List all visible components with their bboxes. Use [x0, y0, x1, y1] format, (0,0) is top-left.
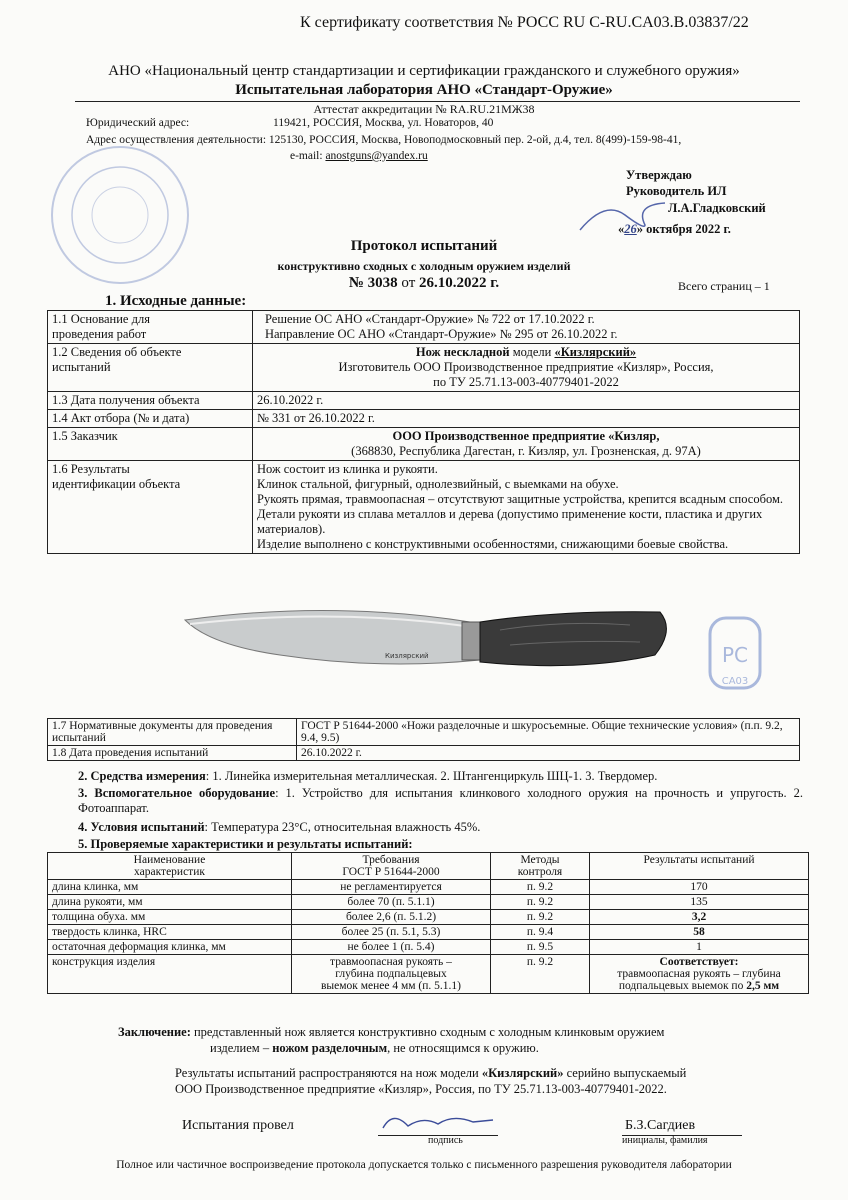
row-key: 1.5 Заказчик — [48, 428, 253, 461]
certificate-reference: К сертификату соответствия № РОСС RU C-RU.CA03.B.03837/22 — [300, 14, 749, 31]
page-count: Всего страниц – 1 — [678, 279, 770, 293]
table-row: твердость клинка, HRC более 25 (п. 5.1, 5.3) п. 9.4 58 — [48, 925, 809, 940]
tester-signature-icon — [378, 1108, 498, 1136]
aux-equipment: 3. Вспомогательное оборудование: 1. Устройство для испытания клинкового холодного оружия на прочность и упругость. 2. Фотоаппарат. — [78, 786, 803, 815]
table-row: 1.5 Заказчик ООО Производственное предприятие «Кизляр, (368830, Республика Дагестан, г. Кизляр, ул. Грозненская, д. 97А) — [48, 428, 800, 461]
knife-photo-icon — [180, 600, 680, 680]
conclusion: Заключение: представленный нож является конструктивно сходным с холодным клинковым оружием изделием – ножом разделочным, не относящимся к оружию. — [118, 1025, 665, 1055]
table-row: длина рукояти, мм более 70 (п. 5.1.1) п. 9.2 135 — [48, 895, 809, 910]
email-link[interactable]: anostguns@yandex.ru — [325, 150, 428, 162]
signature-caption: подпись — [428, 1135, 463, 1146]
table-row: 1.4 Акт отбора (№ и дата) № 331 от 26.10.2022 г. — [48, 410, 800, 428]
accreditation: Аттестат аккредитации № RA.RU.21МЖ38 — [313, 102, 535, 116]
table-row: длина клинка, мм не регламентируется п. 9.2 170 — [48, 880, 809, 895]
legal-address: 119421, РОССИЯ, Москва, ул. Новаторов, 40 — [273, 117, 494, 129]
table-row: остаточная деформация клинка, мм не более 1 (п. 5.4) п. 9.5 1 — [48, 940, 809, 955]
approver-name: Л.А.Гладковский — [668, 201, 766, 215]
approval-date: «26» октября 2022 г. — [618, 222, 731, 236]
organization-name: АНО «Национальный центр стандартизации и сертификации гражданского и служебного оружия» — [108, 63, 740, 79]
test-conditions: 4. Условия испытаний: Температура 23°С, относительная влажность 45%. — [78, 820, 481, 834]
tester-name-caption: инициалы, фамилия — [622, 1135, 708, 1146]
results-table — [47, 852, 809, 994]
table-row: 1.8 Дата проведения испытаний 26.10.2022 г. — [48, 746, 800, 761]
table-row: 1.3 Дата получения объекта 26.10.2022 г. — [48, 392, 800, 410]
table-row: 1.2 Сведения об объекте испытаний Нож нескладной модели «Кизлярский» Изготовитель ООО Производственное предприятие «Кизляр», Россия, по ТУ 25.71.13-003-40779401-2022 — [48, 344, 800, 392]
initial-data-table — [47, 310, 800, 554]
approval-line2: Руководитель ИЛ — [626, 184, 727, 198]
table-row: конструкция изделия травмоопасная рукоять – глубина подпальцевых выемок менее 4 мм (п. 5.1.1) п. 9.2 Соответствует: травмоопасная рукоять – глубина подпальцевых выемок по 2,5 мм — [48, 955, 809, 994]
approval-line1: Утверждаю — [626, 168, 692, 182]
approval-day: 26 — [624, 222, 637, 236]
row-key: 1.3 Дата получения объекта — [48, 392, 253, 410]
normative-table — [47, 718, 800, 761]
legal-address-label: Юридический адрес: — [86, 117, 190, 129]
row-key: 1.1 Основание для проведения работ — [48, 311, 253, 344]
table-row: 1.6 Результаты идентификации объекта Нож состоит из клинка и рукояти. Клинок стальной, фигурный, однолезвийный, с выемками на обухе. Рукоять прямая, травмоопасная – отсутствуют защитные устройства, крепится всадным способом. Детали рукояти из сплава металлов и дерева (допустимо применение кости, пластика и других материалов). Изделие выполнено с конструктивными особенностями, снижающими боевые свойства. — [48, 461, 800, 554]
activity-address: 125130, РОССИЯ, Москва, Новоподмосковный пер. 2-ой, д.4, тел. 8(499)-159-98-41, — [268, 134, 682, 146]
svg-text:PC: PC — [721, 643, 749, 667]
results-scope: Результаты испытаний распространяются на нож модели «Кизлярский» серийно выпускаемый ООО Производственное предприятие «Кизляр», Россия, по ТУ 25.71.13-003-40779401-2022. — [175, 1066, 687, 1096]
table-row: толщина обуха. мм более 2,6 (п. 5.1.2) п. 9.2 3,2 — [48, 910, 809, 925]
pct-mark-label: CA03 — [721, 676, 749, 687]
knife-label: Кизлярский — [385, 652, 429, 660]
table-row: 1.1 Основание для проведения работ Решение ОС АНО «Стандарт-Оружие» № 722 от 17.10.2022 г. Направление ОС АНО «Стандарт-Оружие» № 295 от 26.10.2022 г. — [48, 311, 800, 344]
activity-address-label: Адрес осуществления деятельности: — [86, 134, 267, 146]
email-label: e-mail: — [290, 150, 323, 162]
row-key: 1.2 Сведения об объекте испытаний — [48, 344, 253, 392]
section1-title: 1. Исходные данные: — [105, 293, 247, 309]
tester-name: Б.З.Сагдиев — [625, 1118, 696, 1133]
pct-certification-mark-icon — [690, 610, 770, 705]
protocol-number: № 3038 от 26.10.2022 г. — [348, 275, 500, 291]
row-key: 1.4 Акт отбора (№ и дата) — [48, 410, 253, 428]
row-key: 1.6 Результаты идентификации объекта — [48, 461, 253, 554]
laboratory-name: Испытательная лаборатория АНО «Стандарт-Оружие» — [235, 82, 613, 98]
protocol-subtitle: конструктивно сходных с холодным оружием изделий — [277, 259, 571, 273]
footer-note: Полное или частичное воспроизведение протокола допускается только с письменного разрешения руководителя лаборатории — [116, 1159, 732, 1171]
measuring-tools: 2. Средства измерения: 1. Линейка измерительная металлическая. 2. Штангенциркуль ШЦ-1. 3. Твердомер. — [78, 769, 658, 783]
tested-by-label: Испытания провел — [182, 1118, 294, 1133]
protocol-title: Протокол испытаний — [350, 238, 498, 254]
table-row: 1.7 Нормативные документы для проведения испытаний ГОСТ Р 51644-2000 «Ножи разделочные и шкуросъемные. Общие технические условия» (п.п. 9.2, 9.4, 9.5) — [48, 719, 800, 746]
table-header-row: Наименование характеристик Требования ГОСТ Р 51644-2000 Методы контроля Результаты испытаний — [48, 853, 809, 880]
results-heading: 5. Проверяемые характеристики и результаты испытаний: — [78, 837, 413, 851]
